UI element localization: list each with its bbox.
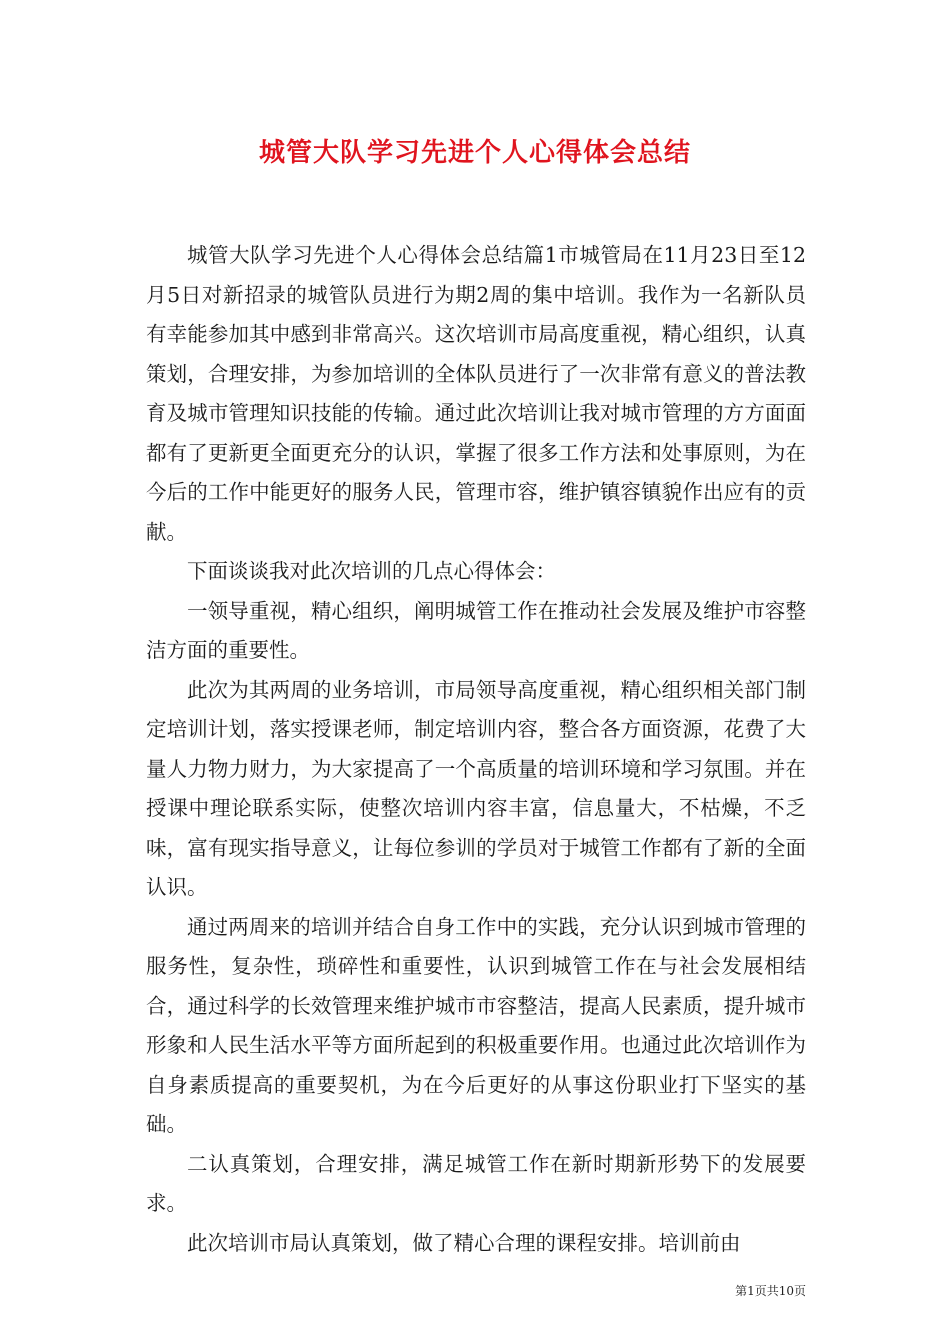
- document-body: [146, 236, 806, 1263]
- paragraph: 一领导重视，精心组织，阐明城管工作在推动社会发展及维护市容整洁方面的重要性。: [146, 598, 806, 662]
- paragraph: 此次为其两周的业务培训，市局领导高度重视，精心组织相关部门制定培训计划，落实授课老师，制定培训内容，整合各方面资源，花费了大量人力物力财力，为大家提高了一个高质量的培训环境和学习氛围。并在授课中理论联系实际，使整次培训内容丰富，信息量大，不枯燥，不乏味，富有现实指导意义，让每位参训的学员对于城管工作都有了新的全面认识。: [146, 677, 806, 899]
- paragraph: 此次培训市局认真策划，做了精心合理的课程安排。培训前由: [187, 1230, 741, 1255]
- page-number: 第1页共10页: [735, 1284, 806, 1298]
- document-title: 城管大队学习先进个人心得体会总结: [258, 138, 691, 168]
- paragraph: 二认真策划，合理安排，满足城管工作在新时期新形势下的发展要求。: [146, 1151, 806, 1215]
- paragraph: 城管大队学习先进个人心得体会总结篇1市城管局在11月23日至12月5日对新招录的城管队员进行为期2周的集中培训。我作为一名新队员有幸能参加其中感到非常高兴。这次培训市局高度重视，精心组织，认真策划，合理安排，为参加培训的全体队员进行了一次非常有意义的普法教育及城市管理知识技能的传输。通过此次培训让我对城市管理的方方面面都有了更新更全面更充分的认识，掌握了很多工作方法和处事原则，为在今后的工作中能更好的服务人民，管理市容，维护镇容镇貌作出应有的贡献。: [146, 243, 806, 544]
- paragraph: 下面谈谈我对此次培训的几点心得体会：: [187, 559, 556, 583]
- paragraph: 通过两周来的培训并结合自身工作中的实践，充分认识到城市管理的服务性，复杂性，琐碎性和重要性，认识到城管工作在与社会发展相结合，通过科学的长效管理来维护城市市容整洁，提高人民素质，提升城市形象和人民生活水平等方面所起到的积极重要作用。也通过此次培训作为自身素质提高的重要契机，为在今后更好的从事这份职业打下坚实的基础。: [146, 914, 806, 1136]
